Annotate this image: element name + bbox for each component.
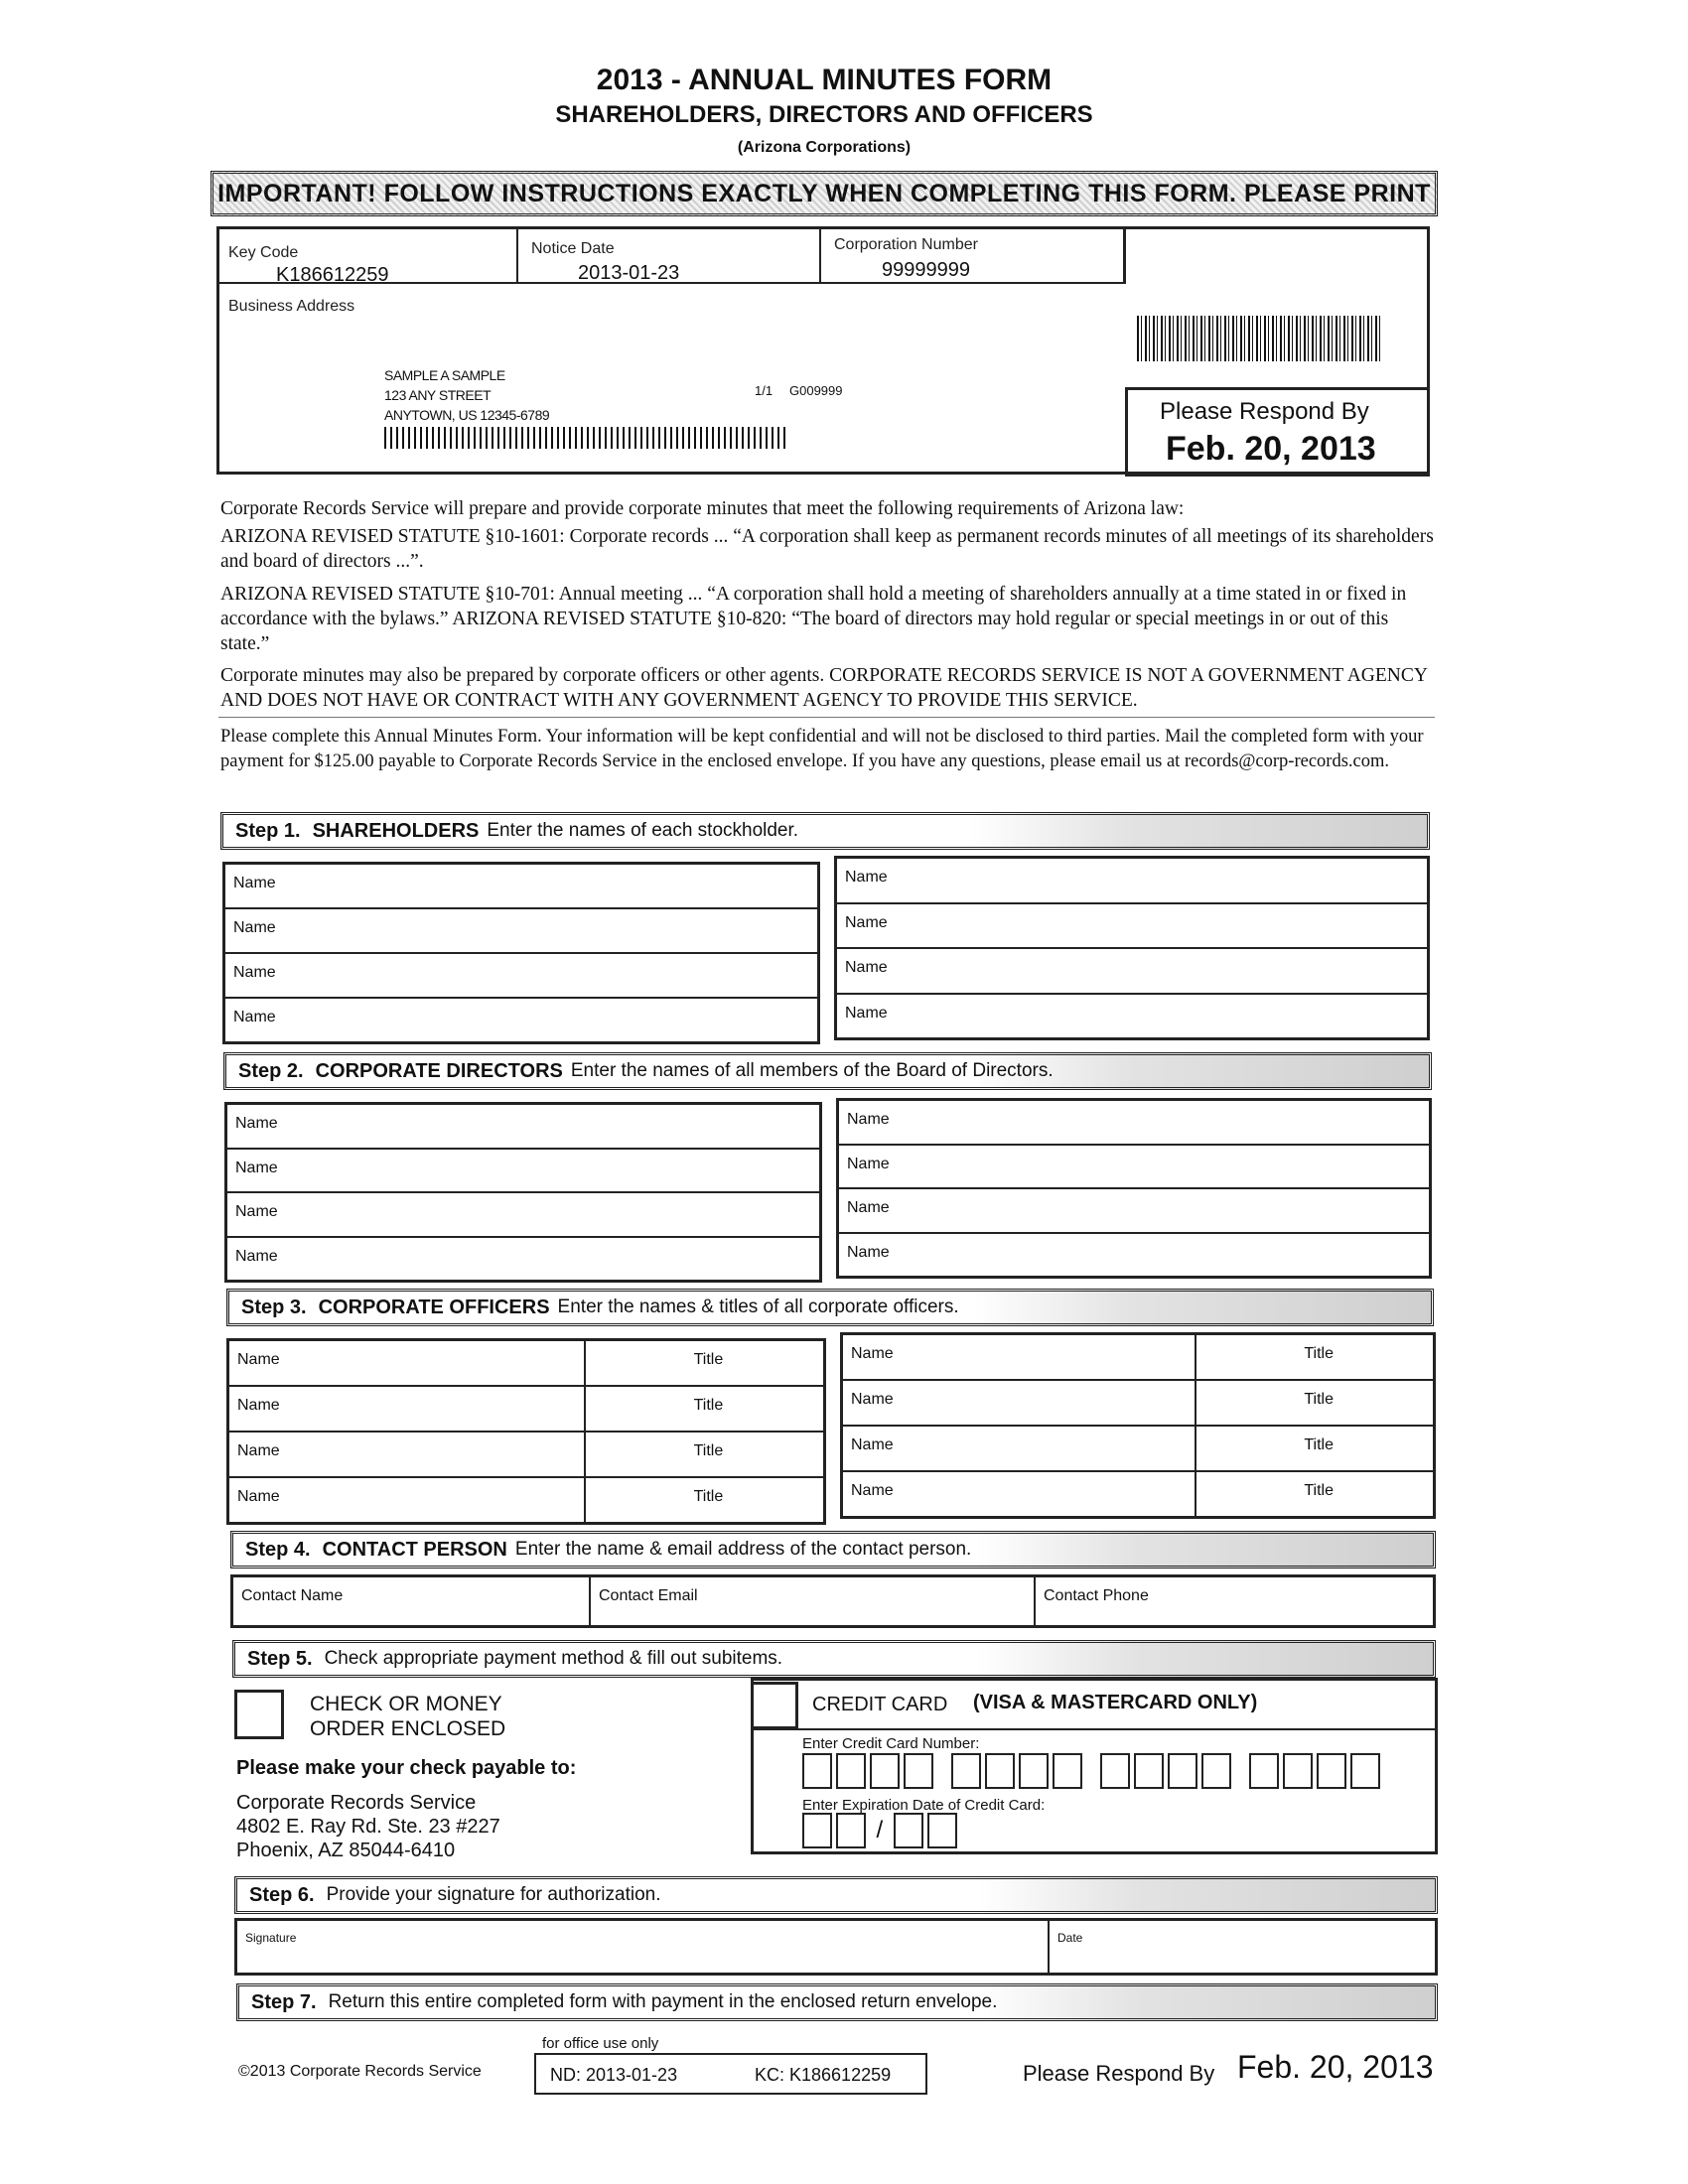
shareholder-name-field[interactable]: Name (845, 913, 888, 931)
shareholder-row (225, 909, 817, 954)
step-3-number: Step 3. (241, 1296, 307, 1318)
shareholder-row (225, 865, 817, 909)
director-row (839, 1234, 1429, 1277)
address-street: 123 ANY STREET (384, 387, 492, 403)
check-payment-label (310, 1692, 505, 1741)
contact-row (233, 1577, 1433, 1625)
sequence-number: 1/1 (755, 383, 774, 398)
director-name-field[interactable]: Name (847, 1111, 890, 1128)
expiration-boxes[interactable] (802, 1813, 961, 1853)
step-5-text: Check appropriate payment method & fill out subitems. (324, 1648, 783, 1669)
tracking-barcode (1137, 316, 1380, 361)
shareholder-row (837, 904, 1427, 950)
director-name-field[interactable]: Name (235, 1159, 278, 1176)
shareholders-left (222, 862, 820, 1044)
credit-card-label: CREDIT CARD (812, 1694, 948, 1715)
office-use-box (534, 2053, 927, 2095)
form-title: 2013 - ANNUAL MINUTES FORM (596, 64, 1053, 96)
check-label-line-2: ORDER ENCLOSED (310, 1717, 506, 1740)
instructions-banner (211, 171, 1438, 216)
directors-left (224, 1102, 822, 1283)
step-1-heading: SHAREHOLDERS (312, 819, 480, 842)
shareholder-name-field[interactable]: Name (233, 964, 276, 981)
step-5-number: Step 5. (247, 1647, 313, 1670)
card-digit-box[interactable] (985, 1753, 1015, 1789)
key-code-label: Key Code (228, 244, 299, 261)
step-2-text: Enter the names of all members of the Board of Directors. (570, 1060, 1054, 1081)
shareholder-row (225, 999, 817, 1041)
shareholder-row (837, 995, 1427, 1038)
signature-field[interactable]: Signature (237, 1921, 1050, 1973)
officer-title-field[interactable]: Title (693, 1351, 724, 1368)
director-row (839, 1146, 1429, 1190)
card-digit-box[interactable] (951, 1753, 981, 1789)
contact-phone-field[interactable]: Contact Phone (1044, 1587, 1149, 1604)
notice-date-value: 2013-01-23 (578, 262, 680, 284)
payee-city: Phoenix, AZ 85044-6410 (236, 1840, 456, 1861)
director-name-field[interactable]: Name (847, 1243, 890, 1261)
respond-by-date: Feb. 20, 2013 (1166, 430, 1376, 468)
card-digit-box[interactable] (1249, 1753, 1279, 1789)
section-divider (218, 717, 1435, 718)
payee-address (236, 1791, 500, 1862)
step-7-header (236, 1983, 1438, 2021)
officer-title-field[interactable]: Title (1304, 1345, 1335, 1362)
contact-email-field[interactable]: Contact Email (591, 1577, 1036, 1625)
step-4-text: Enter the name & email address of the contact person. (514, 1539, 972, 1560)
intro-paragraph-5: Please complete this Annual Minutes Form. Your information will be kept confidential and will not be disclosed to third parties. Mail the completed form with your payment for $125.00 payable to Corporate Records Service in the enclosed envelope. If you have any questions, please email us at records@corp-records.com. (220, 727, 1424, 771)
officer-name-field[interactable]: Name (843, 1335, 1196, 1379)
officer-name-field[interactable]: Name (843, 1381, 1196, 1425)
step-3-header (226, 1289, 1434, 1326)
intro-paragraph-4: Corporate minutes may also be prepared by corporate officers or other agents. CORPORATE RECORDS SERVICE IS NOT A GOVERNMENT AGENCY AND DOES NOT HAVE OR CONTRACT WITH ANY GOVERNMENT AGENCY TO PROVIDE THIS SERVICE. (220, 665, 1428, 711)
copyright: ©2013 Corporate Records Service (238, 2063, 482, 2080)
form-subtitle: SHAREHOLDERS, DIRECTORS AND OFFICERS (555, 101, 1093, 128)
officer-name-field[interactable]: Name (843, 1472, 1196, 1516)
step-2-number: Step 2. (238, 1059, 304, 1082)
officer-row (843, 1381, 1433, 1427)
director-row (839, 1189, 1429, 1234)
card-digit-box[interactable] (1201, 1753, 1231, 1789)
expiration-slash: / (876, 1817, 884, 1843)
card-digit-box[interactable] (1019, 1753, 1049, 1789)
signature-grid (234, 1918, 1438, 1976)
payee-street: 4802 E. Ray Rd. Ste. 23 #227 (236, 1816, 500, 1838)
director-name-field[interactable]: Name (235, 1115, 278, 1132)
business-address-label: Business Address (228, 298, 355, 315)
officer-row (229, 1341, 823, 1387)
card-number-boxes[interactable] (802, 1753, 1384, 1794)
expiration-label: Enter Expiration Date of Credit Card: (802, 1797, 1046, 1814)
shareholder-row (837, 949, 1427, 995)
info-col-divider-3 (1123, 226, 1126, 284)
officer-row (229, 1478, 823, 1522)
step-6-number: Step 6. (249, 1883, 315, 1906)
officer-title-field[interactable]: Title (693, 1488, 724, 1505)
shareholder-name-field[interactable]: Name (845, 869, 888, 886)
shareholders-right (834, 856, 1430, 1040)
director-row (227, 1238, 819, 1281)
info-col-divider-1 (516, 226, 518, 284)
payee-name: Corporate Records Service (236, 1792, 477, 1814)
step-1-text: Enter the names of each stockholder. (487, 820, 799, 841)
director-row (227, 1193, 819, 1238)
officer-name-field[interactable]: Name (229, 1433, 586, 1476)
officer-title-field[interactable]: Title (693, 1397, 724, 1414)
step-3-heading: CORPORATE OFFICERS (318, 1296, 550, 1318)
step-6-text: Provide your signature for authorization. (326, 1884, 661, 1905)
footer-respond-label: Please Respond By (1023, 2061, 1215, 2086)
card-digit-box[interactable] (836, 1753, 866, 1789)
respond-by-label: Please Respond By (1160, 398, 1369, 425)
officer-name-field[interactable]: Name (843, 1427, 1196, 1470)
officer-row (843, 1335, 1433, 1381)
postal-barcode (384, 427, 786, 449)
officer-name-field[interactable]: Name (229, 1341, 586, 1385)
officer-title-field[interactable]: Title (1304, 1391, 1335, 1408)
shareholder-name-field[interactable]: Name (845, 1004, 888, 1022)
check-label-line-1: CHECK OR MONEY (310, 1693, 502, 1715)
card-digit-box[interactable] (870, 1753, 900, 1789)
card-digit-box[interactable] (1053, 1753, 1082, 1789)
address-city: ANYTOWN, US 12345-6789 (384, 407, 550, 423)
intro-paragraph-3: ARIZONA REVISED STATUTE §10-701: Annual meeting ... “A corporation shall hold a meeting of shareholders annually at a time stated in or fixed in accordance with the bylaws.” ARIZONA REVISED STATUTE §10-820: “The board of directors may hold regular or special meetings in or out of this state.” (220, 584, 1407, 654)
date-field[interactable]: Date (1057, 1931, 1083, 1945)
signature-row (237, 1921, 1435, 1973)
card-digit-box[interactable] (1100, 1753, 1130, 1789)
footer-respond-date: Feb. 20, 2013 (1237, 2049, 1434, 2085)
card-number-label: Enter Credit Card Number: (802, 1735, 980, 1752)
banner-text: IMPORTANT! FOLLOW INSTRUCTIONS EXACTLY WHEN COMPLETING THIS FORM. PLEASE PRINT (217, 179, 1431, 207)
corp-number-label: Corporation Number (834, 236, 978, 253)
step-7-number: Step 7. (251, 1990, 317, 2013)
step-4-heading: CONTACT PERSON (322, 1538, 507, 1561)
director-row (839, 1101, 1429, 1146)
officers-left (226, 1338, 826, 1525)
address-block (384, 365, 549, 425)
card-digit-box[interactable] (904, 1753, 933, 1789)
shareholder-name-field[interactable]: Name (233, 1009, 276, 1025)
director-row (227, 1105, 819, 1150)
officer-row (843, 1427, 1433, 1472)
shareholder-name-field[interactable]: Name (233, 875, 276, 891)
exp-digit-box[interactable] (894, 1813, 923, 1848)
corp-number-value: 99999999 (882, 259, 970, 281)
card-digit-box[interactable] (802, 1753, 832, 1789)
mail-code: G009999 (789, 383, 843, 398)
shareholder-name-field[interactable]: Name (233, 919, 276, 936)
officers-right (840, 1332, 1436, 1519)
card-digit-box[interactable] (1168, 1753, 1197, 1789)
officer-row (229, 1387, 823, 1433)
office-kc: KC: K186612259 (755, 2065, 892, 2085)
step-6-header (234, 1876, 1438, 1914)
info-col-divider-2 (819, 226, 821, 284)
officer-name-field[interactable]: Name (229, 1478, 586, 1522)
intro-paragraph-1: Corporate Records Service will prepare and provide corporate minutes that meet the following requirements of Arizona law: (220, 498, 1185, 519)
director-name-field[interactable]: Name (235, 1203, 278, 1220)
notice-date-label: Notice Date (531, 240, 615, 257)
officer-row (229, 1433, 823, 1478)
step-2-header (223, 1052, 1432, 1090)
step-4-header (230, 1531, 1436, 1569)
officer-title-field[interactable]: Title (1304, 1482, 1335, 1499)
office-nd: ND: 2013-01-23 (550, 2065, 678, 2085)
credit-card-note: (VISA & MASTERCARD ONLY) (973, 1692, 1258, 1713)
directors-right (836, 1098, 1432, 1279)
officer-title-field[interactable]: Title (693, 1442, 724, 1459)
step-1-number: Step 1. (235, 819, 301, 842)
step-1-header (220, 812, 1430, 850)
state-note: (Arizona Corporations) (737, 139, 912, 156)
shareholder-row (225, 954, 817, 999)
credit-card-header-divider (751, 1728, 1438, 1730)
contact-name-field[interactable]: Contact Name (233, 1577, 591, 1625)
card-digit-box[interactable] (1317, 1753, 1346, 1789)
respond-by-box (1125, 387, 1430, 477)
intro-paragraph-2: ARIZONA REVISED STATUTE §10-1601: Corporate records ... “A corporation shall keep as permanent records minutes of all meetings of its shareholders and board of directors ...”. (220, 526, 1434, 572)
contact-grid (230, 1574, 1436, 1628)
exp-digit-box[interactable] (802, 1813, 832, 1848)
director-name-field[interactable]: Name (847, 1199, 890, 1216)
credit-card-checkbox[interactable] (751, 1682, 798, 1729)
step-5-header (232, 1640, 1436, 1678)
card-digit-box[interactable] (1283, 1753, 1313, 1789)
step-3-text: Enter the names & titles of all corporate officers. (557, 1297, 959, 1317)
card-digit-box[interactable] (1134, 1753, 1164, 1789)
office-use-label: for office use only (542, 2035, 659, 2052)
step-4-number: Step 4. (245, 1538, 311, 1561)
director-name-field[interactable]: Name (847, 1155, 890, 1172)
shareholder-row (837, 859, 1427, 904)
exp-digit-box[interactable] (927, 1813, 957, 1848)
exp-digit-box[interactable] (836, 1813, 866, 1848)
payable-heading: Please make your check payable to: (236, 1757, 577, 1779)
director-name-field[interactable]: Name (235, 1247, 278, 1265)
step-2-heading: CORPORATE DIRECTORS (315, 1059, 563, 1082)
card-digit-box[interactable] (1350, 1753, 1380, 1789)
officer-name-field[interactable]: Name (229, 1387, 586, 1431)
director-row (227, 1150, 819, 1194)
step-7-text: Return this entire completed form with payment in the enclosed return envelope. (328, 1991, 998, 2012)
officer-title-field[interactable]: Title (1304, 1436, 1335, 1453)
shareholder-name-field[interactable]: Name (845, 959, 888, 976)
address-name: SAMPLE A SAMPLE (384, 367, 505, 383)
officer-row (843, 1472, 1433, 1516)
check-payment-checkbox[interactable] (234, 1690, 284, 1739)
key-code-value: K186612259 (276, 264, 389, 286)
